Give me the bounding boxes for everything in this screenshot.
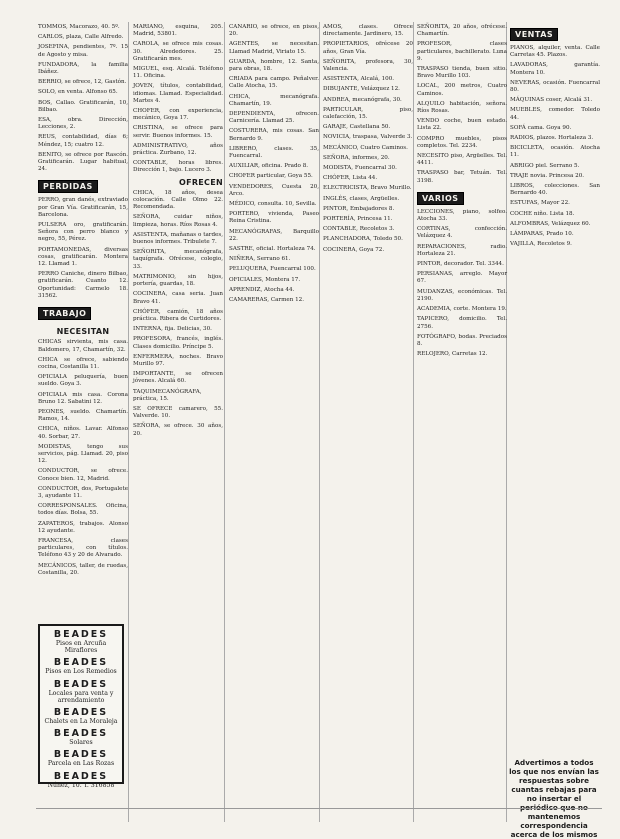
classified-ad: MATRIMONIO, sin hijos, portería, guardas, 18. (133, 273, 223, 288)
beades-subtitle: Pisos en Arcuña Miraflores (55, 640, 107, 655)
column-6 (510, 24, 600, 251)
beades-title: BEADES (53, 629, 109, 640)
beades-subtitle: Parcela en Las Rozas (47, 760, 115, 768)
classified-ad: IMPORTANTE, se ofrecen jóvenes. Alcalá 60. (133, 371, 223, 385)
classified-ad: CONDUCTOR, se ofrece. Conoce bien. 12, Madrid. (38, 468, 128, 482)
classified-ad: LIBROS, colecciones. San Bernardo 40. (510, 183, 600, 197)
classified-ad: RELOJERO, Carretas 12. (417, 351, 488, 358)
classified-ad: APRENDIZ, Atocha 44. (229, 286, 295, 293)
classified-ad: NOVICIA, traspasa, Valverde 3. (323, 134, 413, 141)
classified-ad: MODISTAS, tengo sus servicios, pág. Llamad. 20, piso 12. (38, 443, 128, 465)
bottom-rule (36, 808, 602, 809)
classified-ad: PORTERO, vivienda, Paseo Reina Cristina. (229, 211, 319, 225)
classified-ad: SEÑORA, cuidar niños, limpieza, horas. Ríos Rosas 4. (133, 214, 223, 228)
classified-ad: REPARACIONES, radio. Hortaleza 21. (417, 243, 507, 257)
classified-ad: COCHE niño. Lista 18. (510, 210, 575, 217)
classified-ad: LAVADORAS, garantía. Montera 10. (510, 62, 600, 76)
classified-ad: PARTICULAR, piso, calefacción, 15. (323, 106, 413, 121)
classified-ad: OFICIALA peluquería, buen sueldo. Goya 3. (38, 374, 128, 388)
beades-list (42, 629, 120, 789)
classified-ad: SE OFRECE camarero, 55. Valverde. 10. (133, 405, 223, 420)
beades-subtitle: Pisos en Los Remedios (45, 668, 117, 676)
classified-ad: CHOFER particular, Goya 55. (229, 173, 313, 180)
beades-title: BEADES (53, 657, 109, 669)
classified-ad: COCINERA, Goya 72. (323, 246, 385, 253)
classified-ad: DEPENDIENTA, ofrecen. Carnicería. Llamad 25. (229, 111, 319, 125)
section-necesitan: NECESITAN (56, 327, 110, 337)
col1-perdidas (38, 197, 128, 300)
classified-ad: CARLOS, plaza, Calle Alfredo. (38, 34, 124, 41)
classified-ad: COMPRO muebles, pisos completos. Tel. 2234. (417, 135, 507, 149)
section-varios: VARIOS (417, 192, 464, 205)
classified-ad: CRISTINA, se ofrece para servir. Buenos informes. 15. (133, 125, 223, 139)
classified-ad: CONTABLE, horas libres. Dirección 1, bajo. Lucero 3. (133, 160, 223, 174)
classified-ad: AGENTES, se necesitan. Llamad Madrid, Viriato 15. (229, 41, 319, 55)
classified-ad: CAMARERAS, Carmen 12. (229, 297, 305, 304)
classified-ad: LIBRERO, clases. 35, Fuencarral. (229, 145, 319, 160)
column-rule (128, 22, 129, 822)
classified-ad: PERSIANAS, arreglo. Mayor 67. (417, 271, 507, 285)
classified-ad: ASISTENTA, Alcalá, 100. (323, 76, 395, 83)
classified-ad: GARAJE, Castellana 50. (323, 124, 391, 131)
classified-ad: CHICA se ofrece, sabiendo cocina, Costanilla 11. (38, 356, 128, 370)
section-ofrecen: OFRECEN (178, 177, 223, 187)
classified-ad: MECANÓGRAFAS, Barquillo 22. (229, 228, 319, 242)
classified-ad: MECÁNICO, Cuatro Caminos. (323, 144, 408, 151)
classified-ad: MECÁNICOS, taller, de ruedas, Costanilla, 20. (38, 562, 128, 576)
classified-ad: CHOFER, con experiencia, mecánico, Goya 17. (133, 108, 223, 122)
col5-before (417, 24, 507, 185)
column-1 (38, 24, 128, 580)
classified-ad: CORTINAS, confección. Velázquez 4. (417, 226, 507, 240)
classified-ad: PEONES, sueldo. Chamartín. Ramos, 14. (38, 408, 128, 423)
classified-ad: CAROLA, se ofrece mis cosas. 30. Alrededores. 25. Gratificarán mes. (133, 41, 223, 62)
classified-ad: FUNDADORA, la familia Ibáñez. (38, 61, 128, 76)
classified-ad: TRASPASO bar, Tetuán. Tel. 3198. (417, 170, 507, 184)
classified-ad: CHICA, 18 años, desea colocación. Calle Olmo 22. Recomendada. (133, 189, 223, 211)
classified-ad: PULSERA oro, gratificarán. Señora con perro blanco y negro, 55, Pérez. (38, 222, 128, 243)
column-rule (319, 22, 320, 822)
classified-ad: PINTOR, Embajadores 8. (323, 205, 395, 212)
classified-ad: MUDANZAS, económicas. Tel. 2190. (417, 288, 507, 302)
classified-ad: PORTERÍA, Princesa 11. (323, 216, 393, 223)
classified-ad: VENDEDORES, Cuesta 20, Arco. (229, 183, 319, 197)
classified-ad: SEÑORA, se ofrece. 30 años, 20. (133, 423, 223, 437)
classified-ad: ELECTRICISTA, Bravo Murillo. (323, 185, 412, 192)
classified-ad: PROFESORA, francés, inglés. Clases domicilio. Príncipe 5. (133, 336, 223, 350)
classified-ad: SEÑORA, informes, 20. (323, 154, 390, 161)
classified-ad: SEÑORITA, mecanógrafa, taquígrafa. Ofrécese, colegio, 33. (133, 249, 223, 270)
section-ventas: VENTAS (510, 28, 558, 41)
classified-ad: VENDO coche, buen estado. Lista 22. (417, 118, 507, 132)
classified-ad: OFICIALES, Montera 17. (229, 276, 301, 283)
classified-ad: MARIANO, esquina, 205. Madrid, 53801. (133, 24, 223, 38)
classified-ad: CORRESPONSALES. Oficina, todos días. Bolsa, 55. (38, 503, 128, 517)
col1-before (38, 24, 128, 173)
classified-ad: ALFOMBRAS, Velázquez 60. (510, 220, 591, 227)
classified-ad: ENFERMERA, noches. Bravo Murillo 97. (133, 353, 223, 367)
classified-ad: LOCAL, 200 metros, Cuatro Caminos. (417, 83, 507, 97)
classified-ad: COCINERA, casa seria. Juan Bravo 41. (133, 291, 223, 305)
classified-ad: CHÓFER, camión, 18 años práctica. Ribera de Curtidores. (133, 308, 223, 322)
classified-ad: SEÑORITA, profesora, 30, Valencia. (323, 58, 413, 73)
classified-ad: ESA, obra. Dirección, Lecciones, 2. (38, 117, 128, 131)
col2-ofrecen (133, 190, 223, 438)
column-rule (224, 22, 225, 822)
column-5 (417, 24, 507, 361)
classified-ad: NECESITO piso, Argüelles. Tel. 4411. (417, 153, 507, 167)
beades-subtitle: Locales para venta y arrendamiento (48, 689, 114, 704)
classified-ad: MIGUEL, esq. Alcalá. Teléfono 11. Oficina. (133, 66, 223, 80)
classified-ad: TOMMOS, Macorazo, 40. 5º. (38, 24, 120, 30)
classified-ad: MÉDICO, consulta. 10, Sevilla. (229, 201, 317, 208)
col6-ventas (510, 45, 600, 248)
classified-ad: MUEBLES, comedor. Toledo 44. (510, 107, 600, 121)
classified-ad: PROFESOR, clases particulares, bachillerato. Luna 9. (417, 41, 507, 62)
classified-ad: SEÑORITA, 20 años, ofrécese. Chamartín. (417, 24, 507, 38)
classified-ad: JOVEN, títulos, contabilidad, idiomas. Llamad. Especialidad. Martes 4. (133, 83, 223, 104)
column-3 (229, 24, 319, 307)
classified-ad: CANARIO, se ofrece, en pisos, 20. (229, 24, 319, 38)
classified-ad: FOTÓGRAFO, bodas. Preciados 8. (417, 333, 507, 347)
classified-ad: SASTRE, oficial. Hortaleza 74. (229, 246, 316, 253)
classified-ad: ADMINISTRATIVO, años práctica. Zurbano, 12. (133, 142, 223, 157)
classified-ad: CONTABLE, Recoletos 3. (323, 226, 395, 233)
classified-ad: PLANCHADORA, Toledo 50. (323, 236, 403, 243)
classified-ad: CHICAS sirvienta, mis casa. Baldomero, 17, Chamartín, 32. (38, 339, 128, 353)
column-2 (133, 24, 223, 441)
classified-ad: MODISTA, Fuencarral 30. (323, 165, 397, 172)
classified-ad: COSTURERA, mis cosas. San Bernardo 9. (229, 128, 319, 142)
classified-ad: ANDREA, mecanógrafa, 30. (323, 96, 402, 103)
beades-title: BEADES (53, 770, 109, 782)
classified-ad: LÁMPARAS, Prado 10. (510, 231, 574, 238)
beades-title: BEADES (53, 749, 109, 761)
classified-ad: ALQUILO habitación, señora. Ríos Rosas. (417, 100, 507, 115)
beades-subtitle: Núñez, 10. T. 316858 (47, 781, 115, 789)
classified-ad: PERRO Caniche, dinero Bilbao, gratificarán. Cuanto 12. Oportunidad: Carmelo 18. 31562. (38, 271, 128, 299)
col5-varios (417, 209, 507, 358)
classified-ad: AUXILIAR, oficina. Prado 8. (229, 163, 309, 170)
classified-ad: ZAPATEROS, trabajos. Alonso 12 ayudante. (38, 520, 128, 534)
classified-ad: NEVERAS, ocasión. Fuencarral 80. (510, 79, 600, 94)
classified-ad: BENITO, se ofrece por Rascón. Gratificarán. Lugar habitual, 24. (38, 151, 128, 173)
classified-ad: CHICA, niños. Lavar. Alfonso 40. Sorbar, 27. (38, 426, 128, 440)
classified-ad: PERRO, gran danés, extraviado por Gran Vía. Gratificarán, 15, Barcelona. (38, 197, 128, 218)
advertimos-notice: Advertimos a todos los que nos envían las respuestas sobre cuantas rebajas para no insertar el mantenemos correspondencia acerca de los mismos (509, 758, 599, 839)
section-perdidas: PERDIDAS (38, 180, 98, 193)
beades-subtitle: Solares (69, 739, 93, 747)
classified-ad: LECCIONES, piano, solfeo. Atocha 33. (417, 208, 507, 223)
classified-ad: NIÑERA, Serrano 61. (229, 256, 291, 263)
classified-ad: JOSEFINA, pendientes, 7º. 15 de Agosto y misa. (38, 44, 128, 58)
classified-ad: FRANCESA, clases particulares, con títulos. Teléfono 43 y 20 de Alvarado. (38, 537, 128, 559)
col3-items (229, 24, 319, 304)
beades-title: BEADES (53, 707, 109, 719)
classified-ad: MÁQUINAS coser, Alcalá 31. (510, 97, 593, 104)
classified-ad: AMOS, clases. Ofrece directamente. Jardinero, 15. (323, 24, 413, 38)
section-trabajo: TRABAJO (38, 307, 91, 320)
classified-ad: BERRIO, se ofrece, 12, Gastón. (38, 79, 127, 86)
column-rule (413, 22, 414, 822)
classified-ad: BOS, Callao. Gratificarán, 10, Bilbao. (38, 99, 128, 113)
classified-ad: CHÓFER, Lista 44. (323, 175, 378, 182)
classified-ad: ACADEMIA, corte. Montera 19. (417, 306, 507, 313)
classified-ad: PIANOS, alquiler, venta. Calle Carretas 45. Plazos. (510, 45, 600, 59)
classified-ad: SOLO, en venta. Alfonso 65. (38, 89, 118, 96)
classified-ad: PELUQUERA, Fuencarral 100. (229, 266, 316, 273)
classified-ad: OFICIALA mis casa. Corona Bruno 12. Sabatini 12. (38, 391, 128, 405)
beades-advertisement (38, 624, 124, 789)
classified-ad: VAJILLA, Recoletos 9. (510, 241, 572, 248)
classified-ad: TAQUIMECANÓGRAFA, práctica, 15. (133, 388, 202, 402)
classified-ad: CRIADA para campo. Peñalver. Calle Atocha, 15. (229, 76, 319, 90)
beades-title: BEADES (53, 678, 109, 690)
classified-ad: ABRIGO piel. Serrano 5. (510, 162, 580, 169)
col2-before (133, 24, 223, 175)
classified-ad: BICICLETA, ocasión. Atocha 11. (510, 145, 600, 159)
classified-ad: REUS, contabilidad, días 6; Méndez, 15; cuatro 12. (38, 134, 128, 148)
classified-ad: CONDUCTOR, dos, Portugalete 3, ayudante 11. (38, 485, 128, 499)
classified-ad: TRASPASO tienda, buen sitio. Bravo Murillo 103. (417, 66, 507, 80)
classified-ad: ESTUFAS, Mayor 22. (510, 200, 570, 207)
classified-ad: SOFÁ cama. Goya 90. (510, 124, 572, 131)
classified-ad: RADIOS, plazos. Hortaleza 3. (510, 135, 594, 142)
classified-ad: CHICA, mecanógrafa. Chamartín, 19. (229, 93, 319, 107)
classified-ad: PROPIETARIOS, ofrécese 20 años, Gran Vía. (323, 41, 413, 55)
classified-ad: INTERNA, fija. Delicias, 30. (133, 326, 212, 333)
classified-ad: ASISTENTA, mañanas o tardes, buenos informes. Tribulete 7. (133, 231, 223, 246)
classified-ad: PINTOR, decorador. Tel. 3344. (417, 261, 504, 268)
classified-ad: INGLÉS, clases, Argüelles. (323, 195, 400, 202)
classified-ad: DIBUJANTE, Velázquez 12. (323, 86, 400, 93)
beades-subtitle: Chalets en La Moraleja (44, 718, 118, 726)
col4-items (323, 24, 413, 254)
classified-ad: TRAJE novia. Princesa 20. (510, 172, 585, 179)
col1-necesitan (38, 339, 128, 577)
column-4 (323, 24, 413, 257)
classified-ad: TAPICERO, domicilio. Tel. 2756. (417, 316, 507, 330)
classified-ad: GUARDA, hombre, 12. Santa, para obras, 18. (229, 58, 319, 73)
classified-ad: PORTAMONEDAS, diversas cosas, gratificarán. Montera 12. Llamad 1. (38, 246, 128, 268)
beades-title: BEADES (53, 728, 109, 740)
